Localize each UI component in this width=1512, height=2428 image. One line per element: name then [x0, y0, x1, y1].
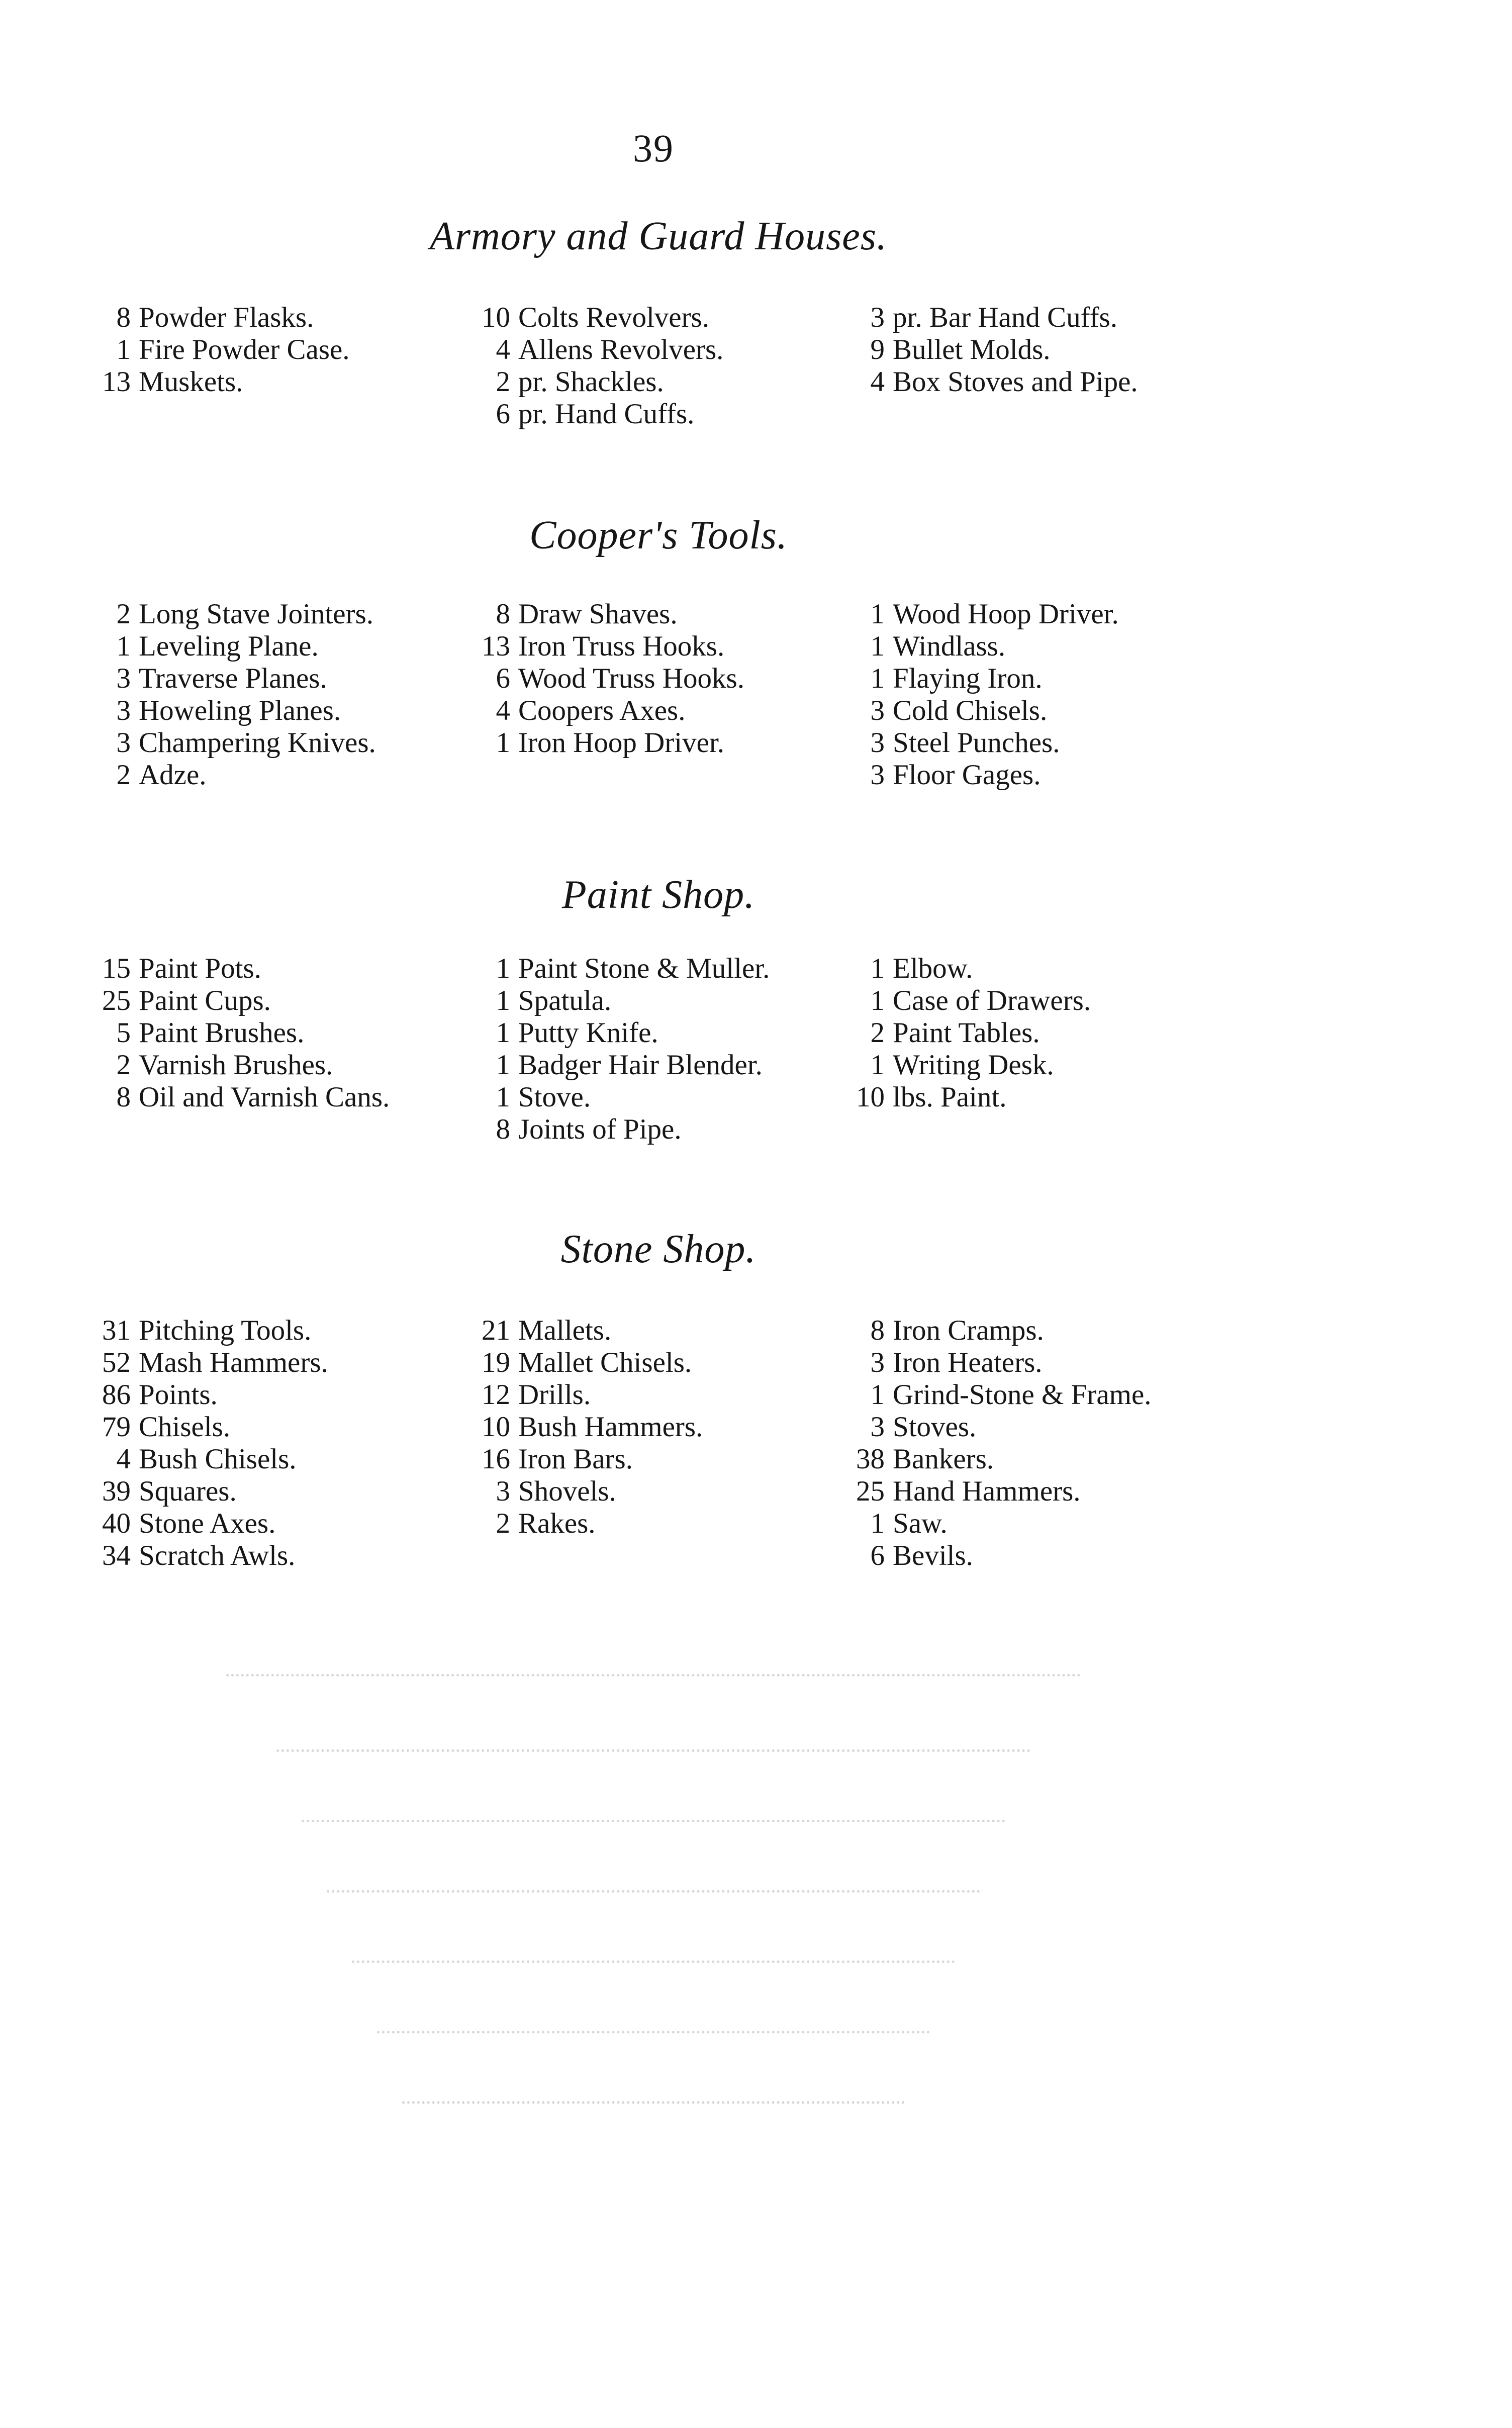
item-name: Paint Stone & Muller.: [518, 953, 770, 984]
item-quantity: 34: [102, 1540, 131, 1571]
list-item: [839, 1315, 1152, 1347]
item-name: Traverse Planes.: [139, 663, 327, 694]
list-item: [85, 366, 350, 398]
list-item: [839, 334, 1138, 366]
section-title-paint-shop: Paint Shop.: [561, 873, 755, 917]
item-name: Flaying Iron.: [893, 663, 1043, 694]
item-name: Draw Shaves.: [518, 598, 678, 630]
section-title-coopers-tools: Cooper's Tools.: [529, 513, 788, 557]
item-name: Varnish Brushes.: [139, 1049, 333, 1081]
item-name: Powder Flasks.: [139, 302, 314, 333]
list-item: [455, 630, 744, 663]
item-name: Paint Brushes.: [139, 1017, 305, 1049]
item-quantity: 12: [482, 1379, 510, 1411]
item-name: Writing Desk.: [893, 1049, 1054, 1081]
list-item: [839, 1379, 1152, 1411]
list-item: [85, 759, 376, 791]
list-item: [455, 727, 744, 759]
item-quantity: 8: [116, 302, 131, 333]
item-quantity: 13: [102, 366, 131, 398]
list-item: [455, 985, 770, 1017]
item-name: Stoves.: [893, 1411, 977, 1443]
armory-column-1: [85, 302, 350, 398]
item-quantity: 39: [102, 1475, 131, 1507]
item-name: Bankers.: [893, 1443, 994, 1475]
item-quantity: 3: [870, 695, 885, 726]
item-quantity: 3: [870, 302, 885, 333]
item-name: Iron Bars.: [518, 1443, 633, 1475]
show-through-line: [276, 1749, 1030, 1752]
list-item: [455, 1347, 703, 1379]
item-quantity: 6: [870, 1540, 885, 1571]
item-name: Cold Chisels.: [893, 695, 1048, 726]
item-name: Howeling Planes.: [139, 695, 341, 726]
list-item: [455, 1113, 770, 1146]
show-through-line: [302, 1820, 1005, 1822]
paint-column-3: [839, 953, 1091, 1113]
item-quantity: 2: [116, 598, 131, 630]
section-title-armory: Armory and Guard Houses.: [430, 214, 887, 258]
item-quantity: 79: [102, 1411, 131, 1443]
item-quantity: 3: [116, 695, 131, 726]
item-name: Scratch Awls.: [139, 1540, 296, 1571]
list-item: [839, 1017, 1091, 1049]
item-quantity: 19: [482, 1347, 510, 1378]
list-item: [839, 598, 1119, 630]
item-quantity: 1: [496, 985, 510, 1016]
item-name: Wood Hoop Driver.: [893, 598, 1119, 630]
list-item: [455, 1379, 703, 1411]
list-item: [85, 663, 376, 695]
item-quantity: 1: [496, 1081, 510, 1113]
list-item: [839, 366, 1138, 398]
item-quantity: 8: [870, 1315, 885, 1346]
item-name: Iron Cramps.: [893, 1315, 1044, 1346]
item-quantity: 2: [496, 1508, 510, 1539]
item-name: Oil and Varnish Cans.: [139, 1081, 390, 1113]
item-name: pr. Bar Hand Cuffs.: [893, 302, 1117, 333]
item-name: Leveling Plane.: [139, 630, 319, 662]
list-item: [85, 1475, 328, 1508]
item-quantity: 1: [870, 663, 885, 694]
item-quantity: 1: [496, 1017, 510, 1049]
item-name: Windlass.: [893, 630, 1006, 662]
item-quantity: 1: [870, 1508, 885, 1539]
item-name: Long Stave Jointers.: [139, 598, 374, 630]
stone-column-1: [85, 1315, 328, 1572]
item-name: Wood Truss Hooks.: [518, 663, 744, 694]
armory-column-3: [839, 302, 1138, 398]
item-quantity: 10: [482, 302, 510, 333]
list-item: [455, 953, 770, 985]
list-item: [455, 366, 723, 398]
item-name: Mash Hammers.: [139, 1347, 328, 1378]
show-through-line: [377, 2031, 930, 2033]
item-name: Grind-Stone & Frame.: [893, 1379, 1152, 1411]
item-quantity: 3: [870, 1347, 885, 1378]
item-name: Floor Gages.: [893, 759, 1041, 791]
list-item: [455, 1475, 703, 1508]
list-item: [455, 598, 744, 630]
item-quantity: 1: [870, 1049, 885, 1081]
list-item: [839, 1049, 1091, 1081]
item-quantity: 38: [856, 1443, 885, 1475]
coopers-column-3: [839, 598, 1119, 791]
section-title-stone-shop: Stone Shop.: [560, 1227, 757, 1271]
list-item: [85, 1081, 390, 1113]
list-item: [85, 1379, 328, 1411]
list-item: [455, 1508, 703, 1540]
item-name: Colts Revolvers.: [518, 302, 709, 333]
stone-column-2: [455, 1315, 703, 1540]
item-name: Badger Hair Blender.: [518, 1049, 763, 1081]
item-quantity: 8: [496, 1113, 510, 1145]
list-item: [839, 759, 1119, 791]
list-item: [85, 630, 376, 663]
item-quantity: 1: [870, 598, 885, 630]
paint-column-1: [85, 953, 390, 1113]
list-item: [839, 1411, 1152, 1443]
item-name: Saw.: [893, 1508, 948, 1539]
item-quantity: 8: [496, 598, 510, 630]
list-item: [839, 1081, 1091, 1113]
list-item: [839, 302, 1138, 334]
list-item: [839, 1443, 1152, 1475]
item-name: Points.: [139, 1379, 218, 1411]
item-name: Iron Hoop Driver.: [518, 727, 724, 759]
item-quantity: 4: [116, 1443, 131, 1475]
list-item: [455, 1443, 703, 1475]
item-name: lbs. Paint.: [893, 1081, 1007, 1113]
item-name: pr. Shackles.: [518, 366, 664, 398]
list-item: [839, 727, 1119, 759]
item-name: Stone Axes.: [139, 1508, 276, 1539]
show-through-line: [226, 1674, 1081, 1676]
item-name: pr. Hand Cuffs.: [518, 398, 695, 430]
item-quantity: 10: [482, 1411, 510, 1443]
item-quantity: 25: [102, 985, 131, 1016]
item-name: Stove.: [518, 1081, 591, 1113]
item-name: Champering Knives.: [139, 727, 376, 759]
item-quantity: 3: [870, 759, 885, 791]
item-quantity: 3: [496, 1475, 510, 1507]
list-item: [839, 1540, 1152, 1572]
list-item: [85, 1443, 328, 1475]
item-quantity: 1: [870, 985, 885, 1016]
item-name: Box Stoves and Pipe.: [893, 366, 1138, 398]
list-item: [85, 1049, 390, 1081]
list-item: [455, 663, 744, 695]
item-name: Spatula.: [518, 985, 612, 1016]
item-name: Iron Truss Hooks.: [518, 630, 725, 662]
item-quantity: 9: [870, 334, 885, 365]
list-item: [85, 985, 390, 1017]
item-quantity: 13: [482, 630, 510, 662]
item-quantity: 1: [496, 1049, 510, 1081]
show-through-line: [352, 1960, 955, 1963]
item-name: Steel Punches.: [893, 727, 1060, 759]
list-item: [455, 1315, 703, 1347]
item-quantity: 3: [116, 663, 131, 694]
show-through-line: [402, 2101, 905, 2104]
list-item: [85, 1508, 328, 1540]
item-quantity: 10: [856, 1081, 885, 1113]
item-name: Adze.: [139, 759, 207, 791]
list-item: [85, 1017, 390, 1049]
list-item: [455, 302, 723, 334]
item-quantity: 21: [482, 1315, 510, 1346]
item-name: Fire Powder Case.: [139, 334, 350, 365]
item-name: Bush Hammers.: [518, 1411, 703, 1443]
item-quantity: 2: [870, 1017, 885, 1049]
list-item: [85, 1540, 328, 1572]
item-quantity: 5: [116, 1017, 131, 1049]
item-name: Pitching Tools.: [139, 1315, 312, 1346]
list-item: [85, 953, 390, 985]
stone-column-3: [839, 1315, 1152, 1572]
list-item: [839, 1475, 1152, 1508]
list-item: [839, 695, 1119, 727]
item-quantity: 86: [102, 1379, 131, 1411]
item-name: Drills.: [518, 1379, 591, 1411]
item-quantity: 40: [102, 1508, 131, 1539]
item-name: Muskets.: [139, 366, 243, 398]
list-item: [85, 1411, 328, 1443]
list-item: [85, 1315, 328, 1347]
item-name: Paint Tables.: [893, 1017, 1040, 1049]
item-name: Bullet Molds.: [893, 334, 1051, 365]
list-item: [455, 398, 723, 430]
item-name: Mallets.: [518, 1315, 612, 1346]
item-quantity: 1: [496, 953, 510, 984]
item-quantity: 2: [116, 759, 131, 791]
item-quantity: 3: [870, 727, 885, 759]
list-item: [85, 302, 350, 334]
item-name: Bush Chisels.: [139, 1443, 297, 1475]
item-quantity: 1: [870, 630, 885, 662]
item-name: Iron Heaters.: [893, 1347, 1043, 1378]
list-item: [839, 630, 1119, 663]
item-name: Joints of Pipe.: [518, 1113, 682, 1145]
list-item: [839, 663, 1119, 695]
item-name: Chisels.: [139, 1411, 231, 1443]
list-item: [85, 1347, 328, 1379]
item-quantity: 1: [116, 630, 131, 662]
list-item: [455, 695, 744, 727]
show-through-line: [327, 1890, 980, 1893]
item-quantity: 3: [116, 727, 131, 759]
item-name: Squares.: [139, 1475, 237, 1507]
item-quantity: 1: [870, 953, 885, 984]
armory-column-2: [455, 302, 723, 430]
item-quantity: 6: [496, 398, 510, 430]
item-name: Mallet Chisels.: [518, 1347, 692, 1378]
list-item: [455, 334, 723, 366]
item-quantity: 1: [496, 727, 510, 759]
item-quantity: 2: [116, 1049, 131, 1081]
list-item: [85, 598, 376, 630]
item-name: Hand Hammers.: [893, 1475, 1081, 1507]
item-name: Putty Knife.: [518, 1017, 658, 1049]
item-quantity: 4: [496, 695, 510, 726]
list-item: [839, 985, 1091, 1017]
item-name: Bevils.: [893, 1540, 973, 1571]
item-quantity: 3: [870, 1411, 885, 1443]
item-quantity: 1: [116, 334, 131, 365]
item-name: Rakes.: [518, 1508, 596, 1539]
list-item: [839, 953, 1091, 985]
list-item: [455, 1411, 703, 1443]
item-quantity: 15: [102, 953, 131, 984]
list-item: [455, 1049, 770, 1081]
item-quantity: 31: [102, 1315, 131, 1346]
item-name: Paint Pots.: [139, 953, 261, 984]
list-item: [839, 1347, 1152, 1379]
item-name: Shovels.: [518, 1475, 616, 1507]
list-item: [455, 1017, 770, 1049]
list-item: [85, 695, 376, 727]
item-quantity: 4: [496, 334, 510, 365]
item-quantity: 16: [482, 1443, 510, 1475]
item-quantity: 2: [496, 366, 510, 398]
item-name: Case of Drawers.: [893, 985, 1091, 1016]
item-name: Elbow.: [893, 953, 973, 984]
item-name: Allens Revolvers.: [518, 334, 724, 365]
item-name: Paint Cups.: [139, 985, 271, 1016]
paint-column-2: [455, 953, 770, 1146]
item-quantity: 6: [496, 663, 510, 694]
list-item: [839, 1508, 1152, 1540]
coopers-column-1: [85, 598, 376, 791]
item-quantity: 52: [102, 1347, 131, 1378]
item-quantity: 25: [856, 1475, 885, 1507]
item-quantity: 8: [116, 1081, 131, 1113]
item-quantity: 1: [870, 1379, 885, 1411]
list-item: [85, 334, 350, 366]
list-item: [85, 727, 376, 759]
item-quantity: 4: [870, 366, 885, 398]
coopers-column-2: [455, 598, 744, 759]
item-name: Coopers Axes.: [518, 695, 686, 726]
page-number: 39: [633, 126, 674, 170]
list-item: [455, 1081, 770, 1113]
